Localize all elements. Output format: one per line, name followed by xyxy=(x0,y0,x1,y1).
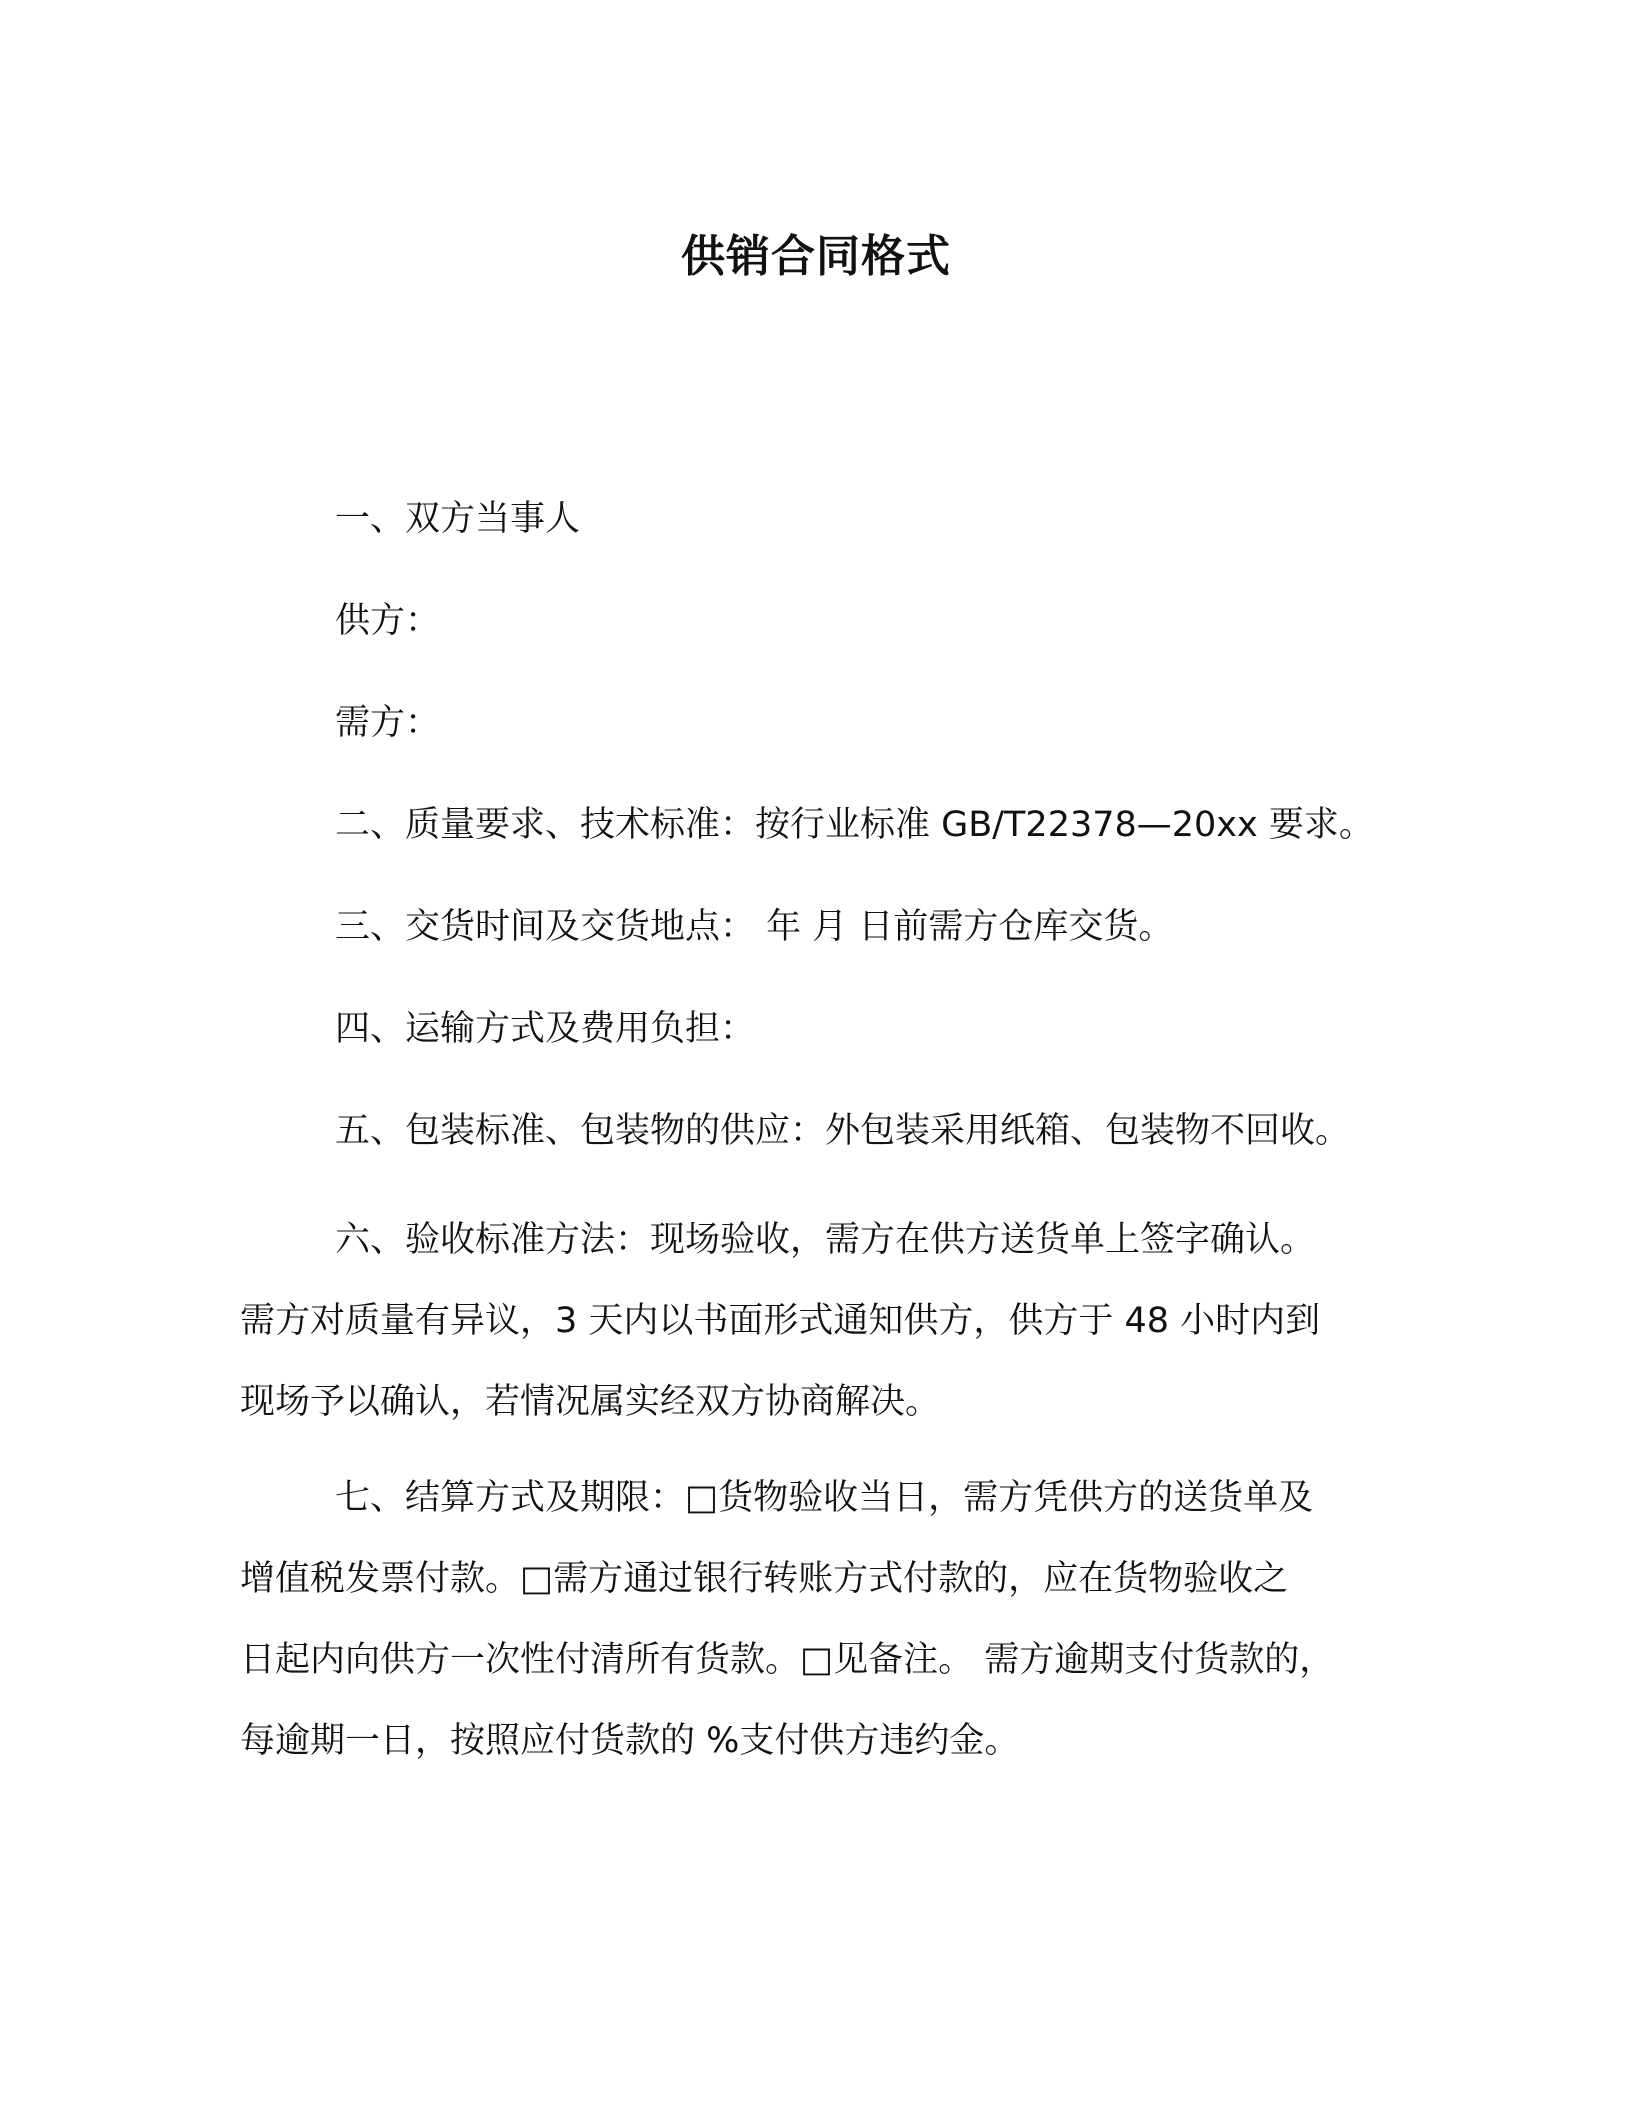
buyer-label: 需方： xyxy=(335,703,441,743)
section-3-delivery: 三、交货时间及交货地点： 年 月 日前需方仓库交货。 xyxy=(335,907,1174,947)
section-5-packaging: 五、包装标准、包装物的供应：外包装采用纸箱、包装物不回收。 xyxy=(335,1111,1351,1151)
section-6-line: 需方对质量有异议，3 天内以书面形式通知供方，供方于 48 小时内到 xyxy=(240,1301,1321,1341)
section-7-line: 增值税发票付款。□需方通过银行转账方式付款的，应在货物验收之 xyxy=(240,1559,1289,1599)
section-7-line: 每逾期一日，按照应付货款的 %支付供方违约金。 xyxy=(240,1721,1020,1761)
section-1-heading: 一、双方当事人 xyxy=(335,499,581,539)
section-2-quality: 二、质量要求、技术标准：按行业标准 GB/T22378—20xx 要求。 xyxy=(335,805,1374,845)
section-7-settlement xyxy=(240,1458,1410,1782)
supplier-label: 供方： xyxy=(335,601,441,641)
section-6-line: 六、验收标准方法：现场验收，需方在供方送货单上签字确认。 xyxy=(335,1220,1316,1260)
section-4-transport: 四、运输方式及费用负担： xyxy=(335,1009,756,1049)
document-title: 供销合同格式 xyxy=(681,231,951,282)
section-6-line: 现场予以确认，若情况属实经双方协商解决。 xyxy=(240,1382,941,1422)
section-6-acceptance xyxy=(240,1200,1410,1443)
section-7-line: 日起内向供方一次性付清所有货款。□见备注。 需方逾期支付货款的， xyxy=(240,1640,1335,1680)
section-7-line: 七、结算方式及期限：□货物验收当日，需方凭供方的送货单及 xyxy=(335,1478,1314,1518)
